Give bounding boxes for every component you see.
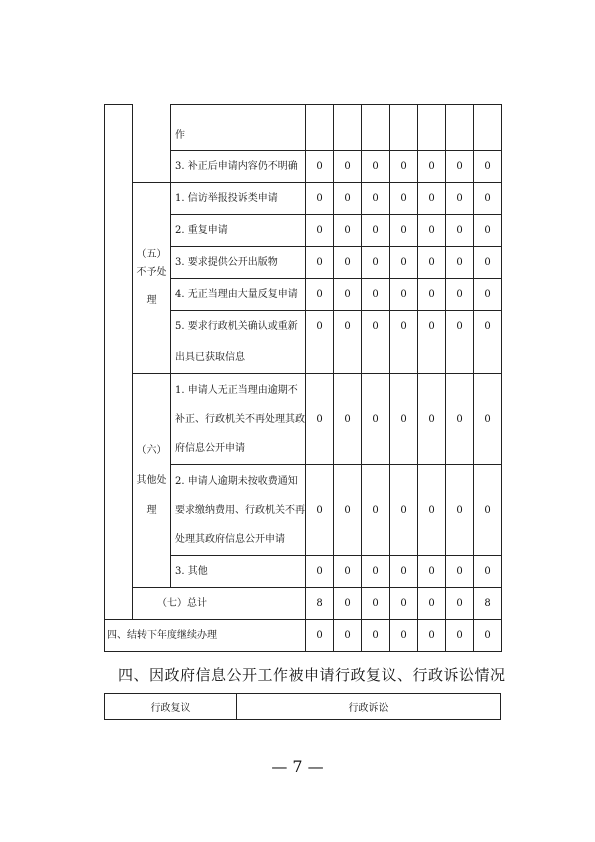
value-cell: 0 [362, 311, 390, 374]
value-cell: 0 [418, 588, 446, 620]
value-cell: 0 [334, 183, 362, 215]
value-cell: 0 [474, 311, 502, 374]
group-label-line: 其他处 [136, 474, 167, 486]
value-cell: 0 [446, 620, 474, 652]
value-cell: 0 [334, 151, 362, 183]
table-row [105, 374, 502, 465]
value-cell: 0 [390, 556, 418, 588]
table-row [105, 183, 502, 215]
item-cell [171, 374, 306, 465]
disclosure-statistics-table [104, 104, 502, 652]
value-cell: 0 [418, 183, 446, 215]
value-cell: 0 [306, 183, 334, 215]
value-cell: 0 [390, 311, 418, 374]
value-cell: 0 [306, 374, 334, 465]
group-label-line: 理 [146, 504, 157, 516]
value-cell: 0 [362, 620, 390, 652]
value-cell: 0 [474, 374, 502, 465]
value-cell: 0 [418, 556, 446, 588]
value-cell: 8 [306, 588, 334, 620]
item-line: 要求缴纳费用、行政机关不再 [175, 504, 305, 516]
value-cell: 0 [306, 556, 334, 588]
table-row [105, 105, 502, 151]
value-cell: 0 [362, 215, 390, 247]
value-cell: 0 [446, 374, 474, 465]
value-cell: 0 [446, 183, 474, 215]
group-label-line: （六） [136, 444, 167, 456]
value-cell: 0 [446, 247, 474, 279]
value-cell: 0 [306, 215, 334, 247]
value-cell: 0 [446, 588, 474, 620]
carryover-label: 四、结转下年度继续办理 [105, 620, 306, 652]
outer-blank-cell [105, 105, 133, 620]
value-cell: 0 [390, 279, 418, 311]
item-cell [171, 465, 306, 556]
value-cell: 0 [474, 556, 502, 588]
value-cell: 0 [418, 311, 446, 374]
value-cell: 0 [446, 465, 474, 556]
column-header-litigation: 行政诉讼 [237, 694, 501, 720]
value-cell: 0 [306, 311, 334, 374]
item-cell: 4. 无正当理由大量反复申请 [171, 279, 306, 311]
value-cell: 0 [362, 588, 390, 620]
value-cell: 0 [446, 279, 474, 311]
value-cell [418, 105, 446, 151]
value-cell: 0 [334, 556, 362, 588]
value-cell: 0 [306, 247, 334, 279]
value-cell: 0 [390, 183, 418, 215]
value-cell: 0 [306, 465, 334, 556]
value-cell: 0 [362, 151, 390, 183]
value-cell: 0 [418, 620, 446, 652]
value-cell: 0 [362, 465, 390, 556]
total-label: （七）总计 [133, 588, 306, 620]
value-cell: 0 [418, 151, 446, 183]
item-line: 出具已获取信息 [175, 352, 245, 363]
table-row [105, 694, 501, 720]
value-cell: 0 [362, 374, 390, 465]
value-cell: 0 [306, 279, 334, 311]
group-label-not-processed [133, 183, 171, 374]
value-cell: 0 [474, 183, 502, 215]
value-cell: 0 [446, 556, 474, 588]
value-cell: 0 [418, 465, 446, 556]
value-cell: 0 [390, 247, 418, 279]
value-cell: 0 [446, 311, 474, 374]
value-cell: 0 [418, 247, 446, 279]
value-cell: 0 [446, 151, 474, 183]
carryover-row [105, 620, 502, 652]
value-cell [446, 105, 474, 151]
value-cell: 0 [390, 620, 418, 652]
value-cell: 0 [390, 151, 418, 183]
value-cell: 0 [474, 151, 502, 183]
value-cell [306, 105, 334, 151]
review-litigation-table [104, 693, 501, 720]
value-cell [390, 105, 418, 151]
value-cell: 0 [334, 215, 362, 247]
value-cell: 0 [390, 215, 418, 247]
total-row [105, 588, 502, 620]
value-cell: 0 [418, 279, 446, 311]
value-cell: 0 [362, 247, 390, 279]
value-cell: 0 [390, 374, 418, 465]
item-cell [171, 311, 306, 374]
value-cell: 0 [418, 215, 446, 247]
column-header-review: 行政复议 [105, 694, 237, 720]
value-cell: 0 [362, 183, 390, 215]
item-line: 5. 要求行政机关确认或重新 [175, 321, 298, 332]
item-line: 处理其政府信息公开申请 [175, 533, 285, 545]
item-line: 补正、行政机关不再处理其政 [175, 413, 305, 425]
value-cell: 0 [334, 620, 362, 652]
page-number: — 7 — [271, 757, 324, 776]
value-cell: 0 [474, 279, 502, 311]
value-cell: 0 [474, 215, 502, 247]
value-cell: 0 [390, 588, 418, 620]
value-cell: 0 [390, 465, 418, 556]
value-cell [334, 105, 362, 151]
value-cell: 0 [362, 279, 390, 311]
group-label-line: 理 [146, 295, 157, 306]
value-cell [474, 105, 502, 151]
value-cell: 0 [306, 620, 334, 652]
value-cell: 0 [474, 620, 502, 652]
value-cell [362, 105, 390, 151]
item-cell: 3. 补正后申请内容仍不明确 [171, 151, 306, 183]
value-cell: 0 [334, 588, 362, 620]
item-line: 府信息公开申请 [175, 442, 245, 454]
group-label-line: （五） [136, 249, 167, 260]
value-cell: 0 [334, 247, 362, 279]
item-cell: 3. 其他 [171, 556, 306, 588]
item-cell: 作 [171, 105, 306, 151]
value-cell: 0 [334, 465, 362, 556]
item-cell: 3. 要求提供公开出版物 [171, 247, 306, 279]
group-blank-cell [133, 105, 171, 183]
item-line: 2. 申请人逾期未按收费通知 [175, 475, 298, 487]
value-cell: 0 [418, 374, 446, 465]
section-heading: 四、因政府信息公开工作被申请行政复议、行政诉讼情况 [118, 666, 506, 684]
value-cell: 0 [474, 465, 502, 556]
value-cell: 0 [446, 215, 474, 247]
value-cell: 0 [334, 279, 362, 311]
value-cell: 0 [334, 311, 362, 374]
item-line: 1. 申请人无正当理由逾期不 [175, 384, 298, 396]
item-cell: 1. 信访举报投诉类申请 [171, 183, 306, 215]
group-label-other [133, 374, 171, 588]
value-cell: 0 [334, 374, 362, 465]
value-cell: 0 [362, 556, 390, 588]
group-label-line: 不予处 [136, 267, 167, 278]
item-cell: 2. 重复申请 [171, 215, 306, 247]
value-cell: 8 [474, 588, 502, 620]
value-cell: 0 [474, 247, 502, 279]
value-cell: 0 [306, 151, 334, 183]
